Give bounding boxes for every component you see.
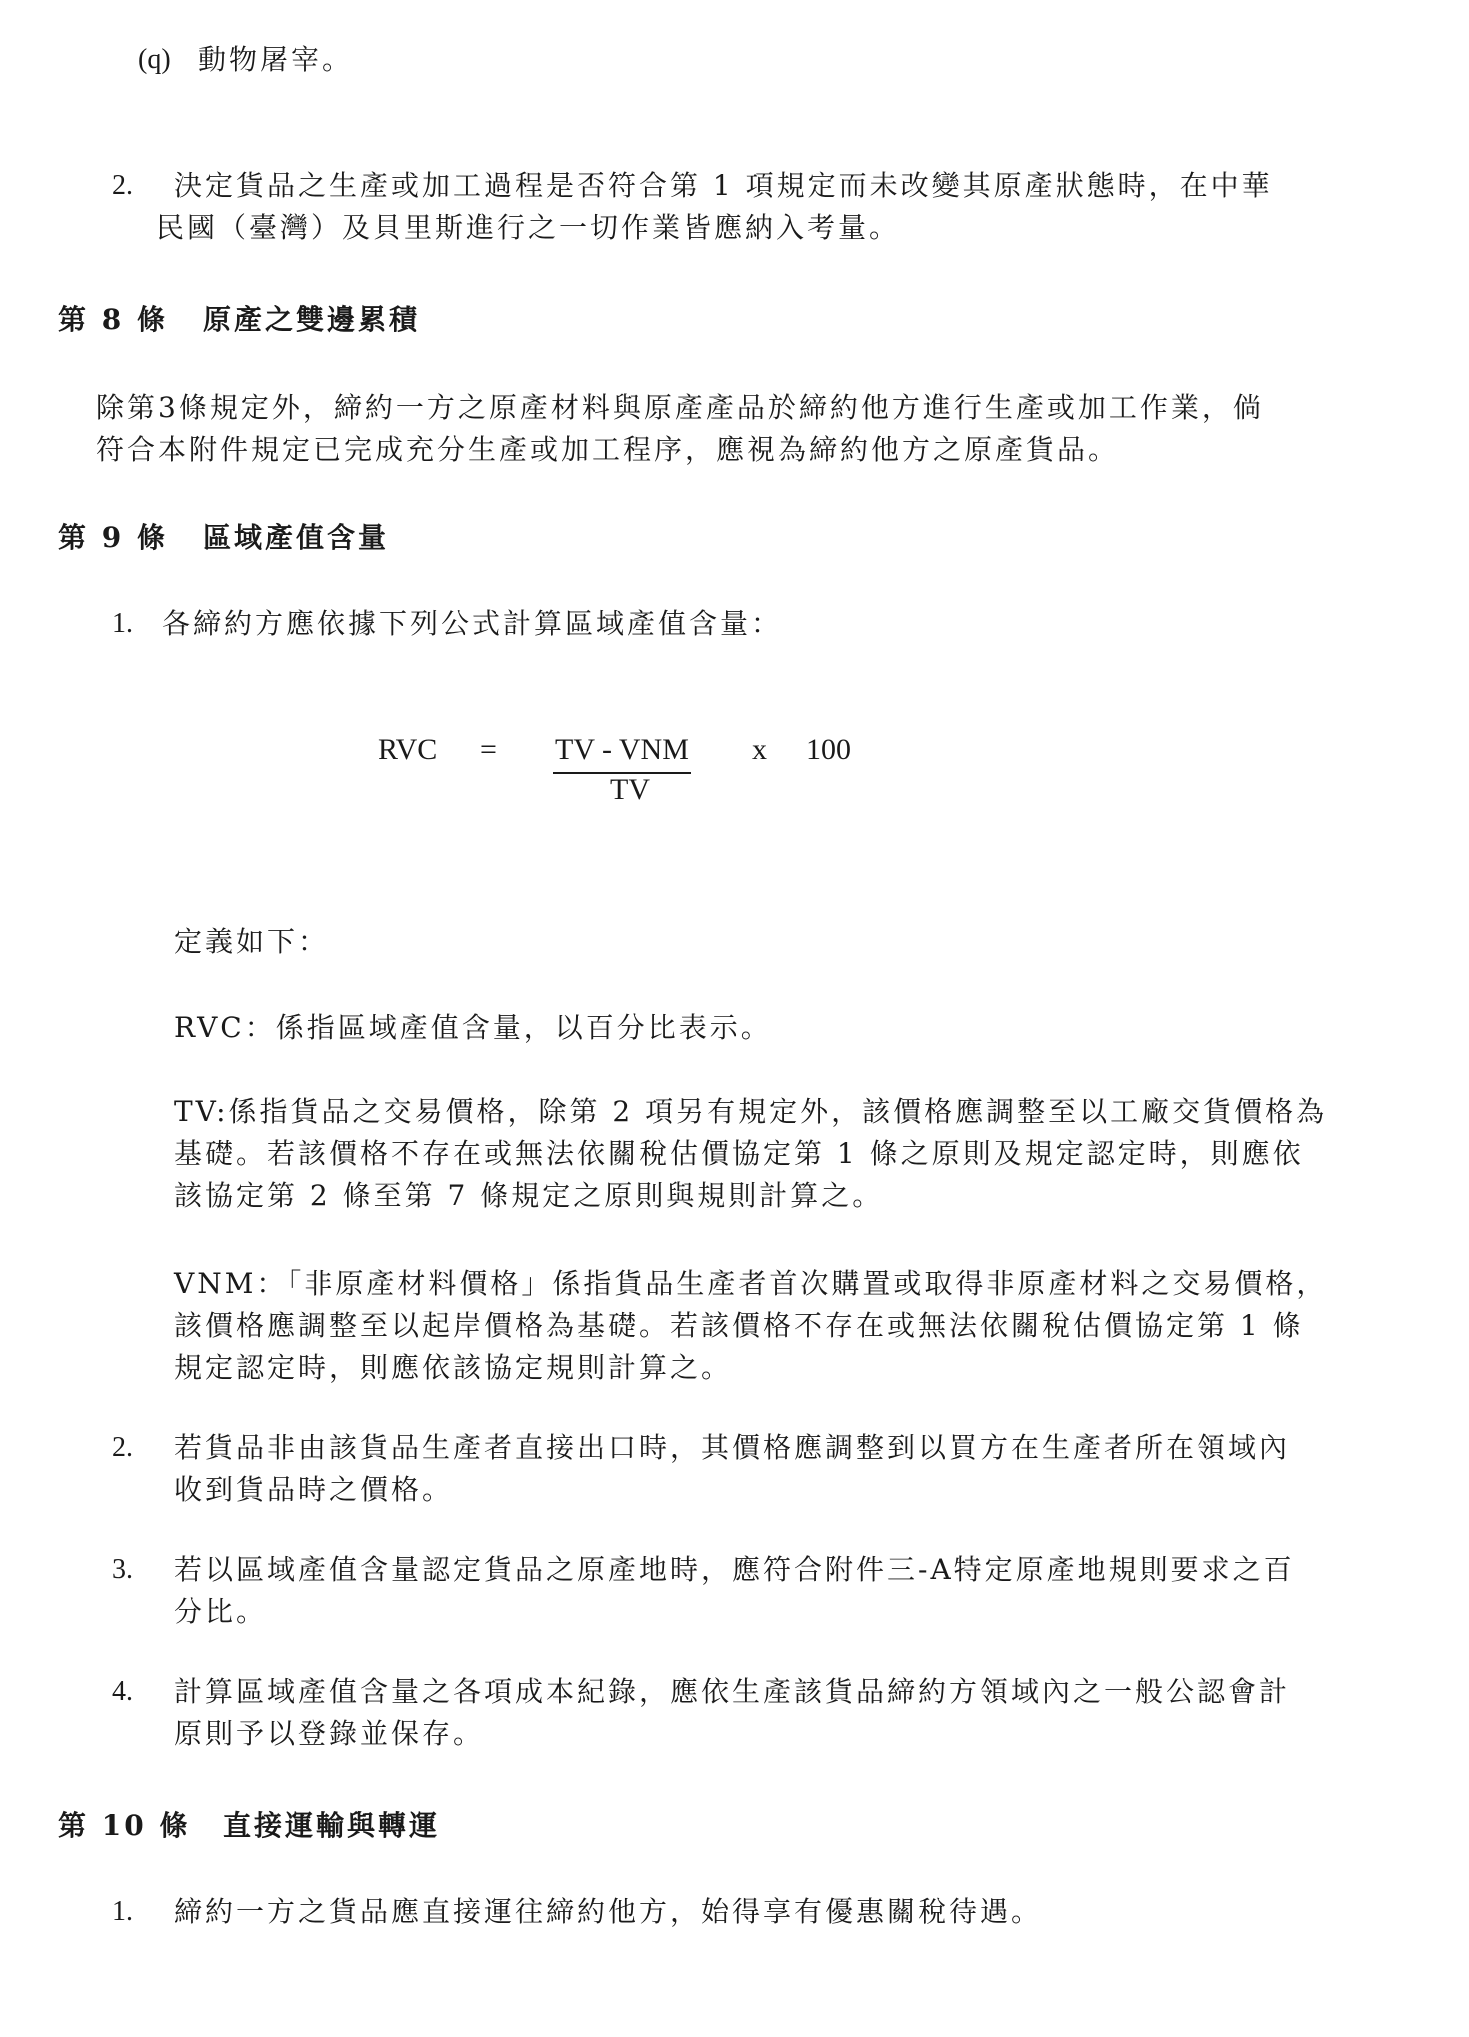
- definition-tv-line2: 基礎。若該價格不存在或無法依關稅估價協定第 1 條之原則及規定認定時，則應依: [174, 1137, 1304, 1170]
- definitions-intro: 定義如下：: [174, 925, 330, 958]
- definition-rvc: RVC：係指區域產值含量，以百分比表示。: [174, 1011, 772, 1044]
- definition-vnm-line2: 該價格應調整至以起岸價格為基礎。若該價格不存在或無法依關稅估價協定第 1 條: [174, 1309, 1304, 1342]
- art8-number: 第 8 條: [58, 303, 168, 336]
- art9-item3-number: 3.: [112, 1554, 133, 1585]
- definition-vnm-line1: VNM：「非原產材料價格」係指貨品生產者首次購置或取得非原產材料之交易價格，: [174, 1267, 1328, 1300]
- art9-item2-number: 2.: [112, 1432, 133, 1463]
- art10-title: 直接運輸與轉運: [223, 1809, 441, 1842]
- formula-equals: =: [480, 733, 497, 766]
- item-q-text: 動物屠宰。: [198, 43, 354, 76]
- art10-item1-number: 1.: [112, 1896, 133, 1927]
- art8-line1: 除第3條規定外，締約一方之原產材料與原產產品於締約他方進行生產或加工作業，倘: [96, 391, 1264, 424]
- art9-item1-text: 各締約方應依據下列公式計算區域產值含量：: [162, 607, 783, 640]
- art9-heading: [58, 518, 389, 558]
- formula-denominator: TV: [610, 773, 650, 806]
- item-q-label: (q): [138, 44, 171, 75]
- art8-title: 原產之雙邊累積: [203, 303, 421, 336]
- art10-number: 第 10 條: [58, 1809, 191, 1842]
- art9-number: 第 9 條: [58, 521, 168, 554]
- formula-lhs: RVC: [378, 733, 438, 766]
- formula-times: x: [752, 733, 767, 766]
- definition-tv-line1: TV:係指貨品之交易價格，除第 2 項另有規定外，該價格應調整至以工廠交貨價格為: [174, 1095, 1328, 1128]
- art7-item2-line2: 民國（臺灣）及貝里斯進行之一切作業皆應納入考量。: [156, 211, 901, 244]
- art8-heading: [58, 300, 420, 340]
- art7-item2-number: 2.: [112, 170, 133, 201]
- formula-factor: 100: [806, 733, 851, 766]
- definition-tv-line3: 該協定第 2 條至第 7 條規定之原則與規則計算之。: [174, 1179, 884, 1212]
- art10-heading: [58, 1806, 440, 1846]
- art9-item1-number: 1.: [112, 608, 133, 639]
- art7-item2-line1: 決定貨品之生產或加工過程是否符合第 1 項規定而未改變其原產狀態時，在中華: [174, 169, 1273, 202]
- art9-item2-line2: 收到貨品時之價格。: [174, 1473, 454, 1506]
- art9-item4-line2: 原則予以登錄並保存。: [174, 1717, 485, 1750]
- definition-vnm-line3: 規定認定時，則應依該協定規則計算之。: [174, 1351, 733, 1384]
- art9-item2-line1: 若貨品非由該貨品生產者直接出口時，其價格應調整到以買方在生產者所在領域內: [174, 1431, 1291, 1464]
- art9-item3-line2: 分比。: [174, 1595, 268, 1628]
- art8-line2: 符合本附件規定已完成充分生產或加工程序，應視為締約他方之原產貨品。: [96, 433, 1120, 466]
- art9-item4-number: 4.: [112, 1676, 133, 1707]
- formula-numerator: TV - VNM: [553, 730, 691, 774]
- art9-title: 區域產值含量: [203, 521, 390, 554]
- art9-item3-line1: 若以區域產值含量認定貨品之原產地時，應符合附件三-A特定原產地規則要求之百: [174, 1553, 1295, 1586]
- art10-item1-text: 締約一方之貨品應直接運往締約他方，始得享有優惠關稅待遇。: [174, 1895, 1043, 1928]
- art9-item4-line1: 計算區域產值含量之各項成本紀錄，應依生產該貨品締約方領域內之一般公認會計: [174, 1675, 1291, 1708]
